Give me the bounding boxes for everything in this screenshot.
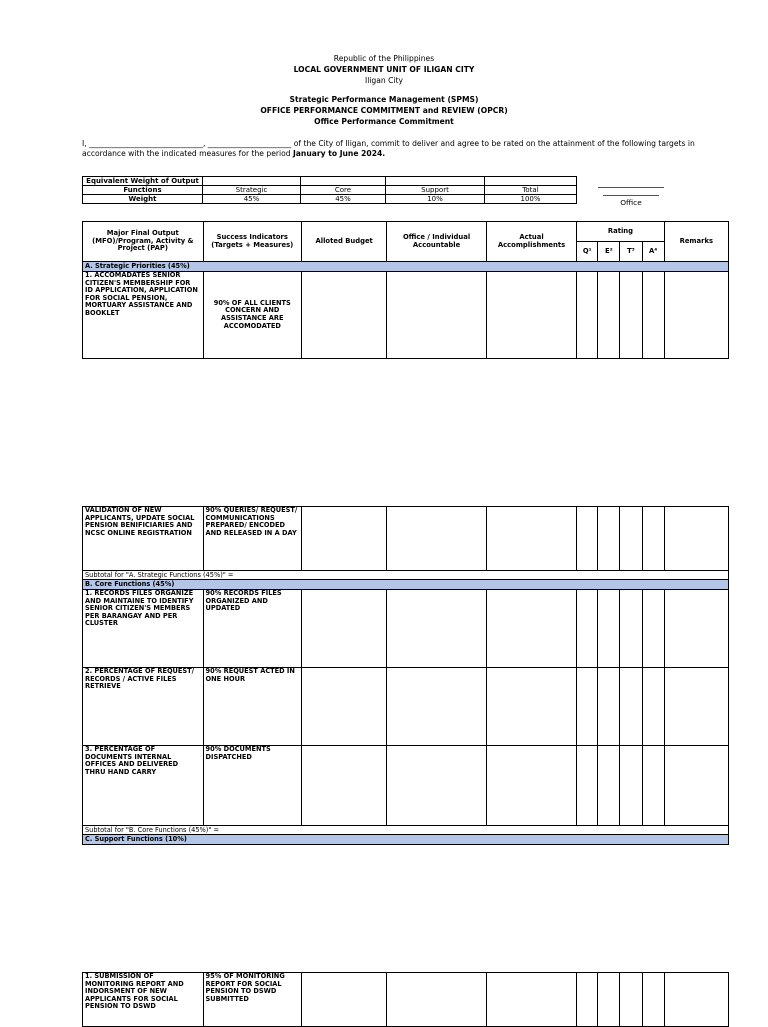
header-a: A⁴ [642, 242, 664, 262]
header-republic: Republic of the Philippines [333, 54, 435, 63]
table-row [83, 590, 729, 668]
indicator-cell: 90% QUERIES/ REQUEST/ COMMUNICATIONS PREPARED/ ENCODED AND RELEASED IN A DAY [203, 507, 301, 571]
signature-line-2 [603, 195, 659, 196]
header-commitment: Office Performance Commitment [314, 117, 454, 126]
subtotal-a-row [83, 571, 729, 580]
header-actual: Actual Accomplishments [486, 222, 576, 262]
weight-label: Weight [83, 195, 203, 204]
indicator-cell: 90% DOCUMENTS DISPATCHED [203, 746, 301, 826]
table-row [83, 746, 729, 826]
header-e: E² [598, 242, 620, 262]
subtotal-b-row [83, 826, 729, 835]
commitment-period: January to June 2024. [292, 149, 386, 158]
weight-title-row [83, 177, 577, 186]
table-row [83, 272, 729, 359]
weight-functions-row [83, 186, 577, 195]
section-b-row [83, 580, 729, 590]
section-a-row [83, 262, 729, 272]
office-label: Office [620, 198, 642, 207]
mfo-cell: 3. PERCENTAGE OF DOCUMENTS INTERNAL OFFICES AND DELIVERED THRU HAND CARRY [83, 746, 204, 826]
indicator-cell: 95% OF MONITORING REPORT FOR SOCIAL PENSION TO DSWD SUBMITTED [203, 973, 301, 1027]
section-c-row [83, 835, 729, 845]
weight-support: 10% [386, 195, 485, 204]
mfo-cell: 2. PERCENTAGE OF REQUEST/ RECORDS / ACTIVE FILES RETRIEVE [83, 668, 204, 746]
weight-table [82, 176, 577, 204]
mfo-cell: 1. SUBMISSION OF MONITORING REPORT AND INDORSMENT OF NEW APPLICANTS FOR SOCIAL PENSION TO DSWD [83, 973, 204, 1027]
header-lgu: LOCAL GOVERNMENT UNIT OF ILIGAN CITY [293, 65, 475, 74]
signature-line-1 [598, 187, 664, 188]
header-office: Office / Individual Accountable [387, 222, 486, 262]
table-header-row [83, 222, 729, 242]
functions-strategic: Strategic [203, 186, 301, 195]
opcr-table-part2 [82, 506, 729, 845]
weight-strategic: 45% [203, 195, 301, 204]
mfo-cell: VALIDATION OF NEW APPLICANTS, UPDATE SOCIAL PENSION BENIFICIARIES AND NCSC ONLINE REGISTRATION [83, 507, 204, 571]
office-signature [596, 184, 666, 207]
header-mfo: Major Final Output (MFO)/Program, Activity & Project (PAP) [83, 222, 204, 262]
header-opcr: OFFICE PERFORMANCE COMMITMENT and REVIEW (OPCR) [260, 106, 508, 115]
table-row [83, 668, 729, 746]
indicator-cell: 90% RECORDS FILES ORGANIZED AND UPDATED [203, 590, 301, 668]
commitment-text: I, ______________________________, ______________________ of the City of Iligan, commit to deliver and agree to be rated on the attainment of the following targets in accordance with the indicated measures for the period [82, 139, 695, 158]
weight-values-row [83, 195, 577, 204]
header-budget: Alloted Budget [301, 222, 386, 262]
header-indicators: Success Indicators (Targets + Measures) [203, 222, 301, 262]
functions-core: Core [301, 186, 386, 195]
table-row [83, 973, 729, 1027]
header-q: Q¹ [577, 242, 598, 262]
commitment-statement [82, 139, 732, 159]
header-city: Iligan City [364, 76, 404, 85]
header-spms: Strategic Performance Management (SPMS) [289, 95, 479, 104]
functions-total: Total [485, 186, 577, 195]
weight-title: Equivalent Weight of Output [83, 177, 203, 186]
mfo-cell: 1. RECORDS FILES ORGANIZE AND MAINTAINE TO IDENTIFY SENIOR CITIZEN'S MEMBERS PER BARANGAY AND PER CLUSTER [83, 590, 204, 668]
header-t: T³ [620, 242, 642, 262]
opcr-table-part3 [82, 972, 729, 1027]
mfo-cell: 1. ACCOMADATES SENIOR CITIZEN'S MEMBERSHIP FOR ID APPLICATION, APPLICATION FOR SOCIAL PENSION, MORTUARY ASSISTANCE AND BOOKLET [83, 272, 204, 359]
section-c-title: C. Support Functions (10%) [83, 835, 729, 845]
functions-label: Functions [83, 186, 203, 195]
subtotal-b: Subtotal for "B. Core Functions (45%)" = [83, 826, 665, 835]
section-a-title: A. Strategic Priorities (45%) [83, 262, 729, 272]
weight-total: 100% [485, 195, 577, 204]
opcr-table-part1 [82, 221, 729, 359]
indicator-cell: 90% OF ALL CLIENTS CONCERN AND ASSISTANCE ARE ACCOMODATED [203, 272, 301, 359]
subtotal-a: Subtotal for "A. Strategic Functions (45%)" = [83, 571, 665, 580]
header-remarks: Remarks [664, 222, 728, 262]
functions-support: Support [386, 186, 485, 195]
weight-core: 45% [301, 195, 386, 204]
table-row [83, 507, 729, 571]
indicator-cell: 90% REQUEST ACTED IN ONE HOUR [203, 668, 301, 746]
header-rating: Rating [577, 222, 664, 242]
section-b-title: B. Core Functions (45%) [83, 580, 729, 590]
